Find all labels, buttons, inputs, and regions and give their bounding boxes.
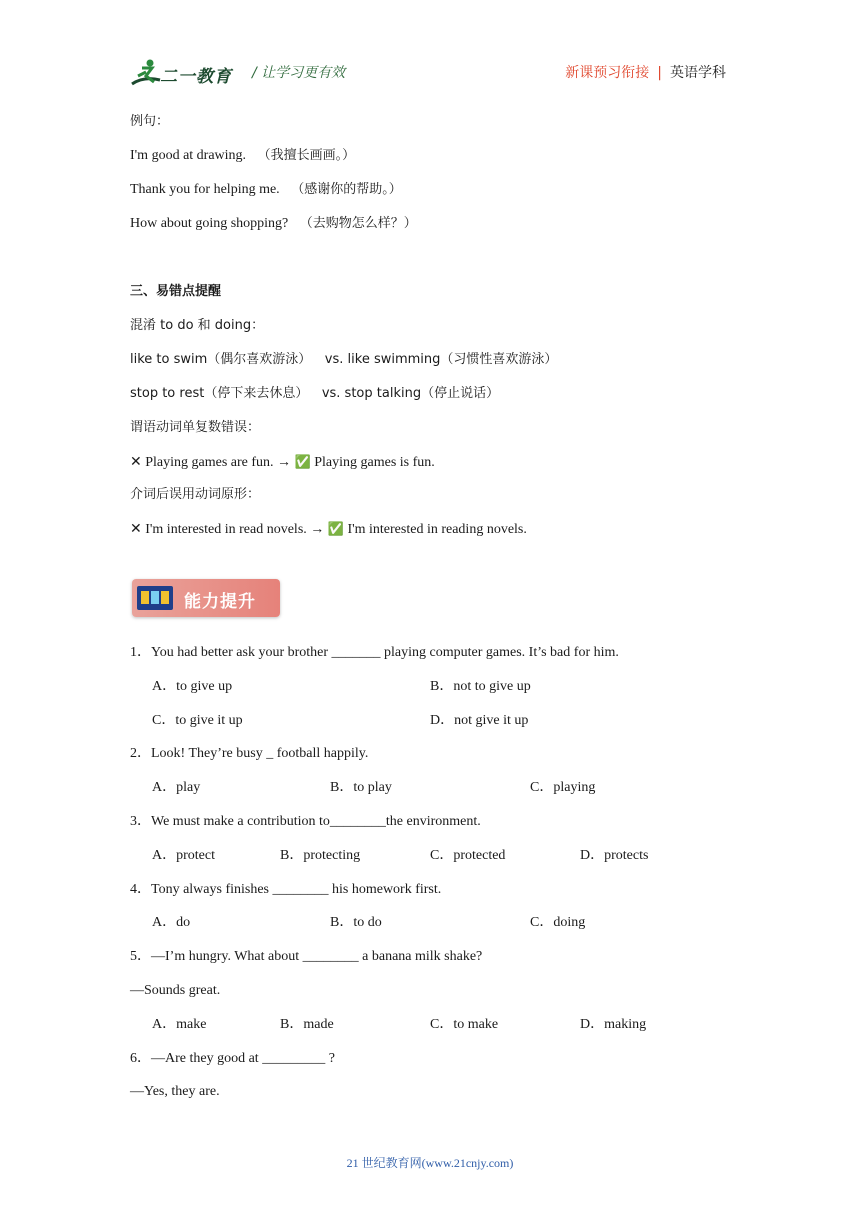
example-zh: （我擅长画画。） — [257, 148, 356, 163]
header-separator: | — [657, 65, 662, 81]
runner-logo-icon — [130, 58, 164, 88]
question-reply: —Yes, they are. — [130, 1084, 220, 1099]
example-zh: （去购物怎么样？） — [299, 216, 417, 231]
agreement-label: 谓语动词单复数错误： — [130, 420, 261, 435]
wrong-sentence: Playing games are fun. — [145, 455, 274, 470]
logo-text: 二一教育 — [160, 67, 232, 87]
mix-example-1 — [130, 350, 557, 370]
agreement-example — [130, 452, 435, 473]
arrow-icon: → — [310, 522, 325, 537]
question-6 — [130, 1049, 335, 1069]
wrong-sentence: I'm interested in read novels. — [145, 522, 307, 537]
option: B．made — [280, 1017, 334, 1032]
question-5 — [130, 947, 482, 967]
right-sentence: Playing games is fun. — [314, 455, 435, 470]
question-stem: Tony always finishes ________ his homework first. — [151, 882, 442, 897]
question-number: 3． — [130, 814, 151, 829]
mix-example-b: vs. like swimming（习惯性喜欢游泳） — [324, 352, 558, 367]
example-line — [130, 146, 355, 166]
example-line — [130, 180, 402, 200]
cross-icon: ✕ — [130, 454, 142, 470]
example-en: Thank you for helping me. — [130, 182, 280, 197]
cross-icon: ✕ — [130, 521, 142, 537]
option: B．not to give up — [430, 679, 531, 694]
examples-label: 例句： — [130, 114, 170, 129]
option: A．do — [152, 915, 191, 930]
right-sentence: I'm interested in reading novels. — [347, 522, 527, 537]
ability-banner — [132, 579, 280, 617]
question-stem: Look! They’re busy _ football happily. — [151, 746, 369, 761]
option: C．to make — [430, 1017, 499, 1032]
option: B．to play — [330, 780, 392, 795]
mix-example-2 — [130, 384, 499, 404]
question-reply: —Sounds great. — [130, 983, 221, 998]
option: A．to give up — [152, 679, 233, 694]
question-number: 5． — [130, 949, 151, 964]
option: C．doing — [530, 915, 586, 930]
banner-title: 能力提升 — [184, 592, 256, 612]
example-zh: （感谢你的帮助。） — [291, 182, 402, 197]
option: A．play — [152, 780, 201, 795]
option: A．protect — [152, 848, 215, 863]
option: C．protected — [430, 848, 506, 863]
question-stem: —Are they good at _________ ? — [151, 1051, 335, 1066]
example-en: I'm good at drawing. — [130, 148, 247, 163]
header-course: 新课预习衔接 — [565, 65, 650, 81]
question-number: 1． — [130, 645, 151, 660]
option: B．to do — [330, 915, 382, 930]
question-number: 4． — [130, 882, 151, 897]
page-header — [130, 58, 726, 88]
option: D．not give it up — [430, 713, 529, 728]
slogan: / 让学习更有效 — [252, 65, 346, 81]
question-stem: We must make a contribution to________the environment. — [151, 814, 481, 829]
arrow-icon: → — [277, 455, 292, 470]
question-2 — [130, 744, 368, 764]
option: C．to give it up — [152, 713, 243, 728]
page-footer: 21 世纪教育网(www.21cnjy.com) — [346, 1156, 514, 1170]
logo — [130, 58, 240, 88]
people-icon — [137, 586, 173, 610]
option: D．protects — [580, 848, 649, 863]
header-subject-name: 英语学科 — [670, 65, 726, 81]
question-4 — [130, 880, 441, 900]
mix-example-a: stop to rest（停下来去休息） — [130, 386, 309, 401]
question-number: 2． — [130, 746, 151, 761]
option: B．protecting — [280, 848, 361, 863]
mix-label: 混淆 to do 和 doing： — [130, 318, 265, 333]
preposition-label: 介词后误用动词原形： — [130, 487, 261, 502]
question-stem: —I’m hungry. What about ________ a banana milk shake? — [151, 949, 483, 964]
question-stem: You had better ask your brother _______ playing computer games. It’s bad for him. — [151, 645, 619, 660]
option: D．making — [580, 1017, 647, 1032]
check-icon: ✅ — [294, 455, 311, 470]
section-heading: 三、易错点提醒 — [130, 284, 222, 299]
header-subject — [565, 62, 726, 82]
example-en: How about going shopping? — [130, 216, 289, 231]
question-number: 6． — [130, 1051, 151, 1066]
preposition-example — [130, 519, 527, 540]
check-icon: ✅ — [327, 522, 344, 537]
example-line — [130, 214, 417, 234]
mix-example-a: like to swim（偶尔喜欢游泳） — [130, 352, 312, 367]
mix-example-b: vs. stop talking（停止说话） — [321, 386, 500, 401]
question-1 — [130, 643, 619, 663]
option: C．playing — [530, 780, 596, 795]
option: A．make — [152, 1017, 207, 1032]
question-3 — [130, 812, 481, 832]
